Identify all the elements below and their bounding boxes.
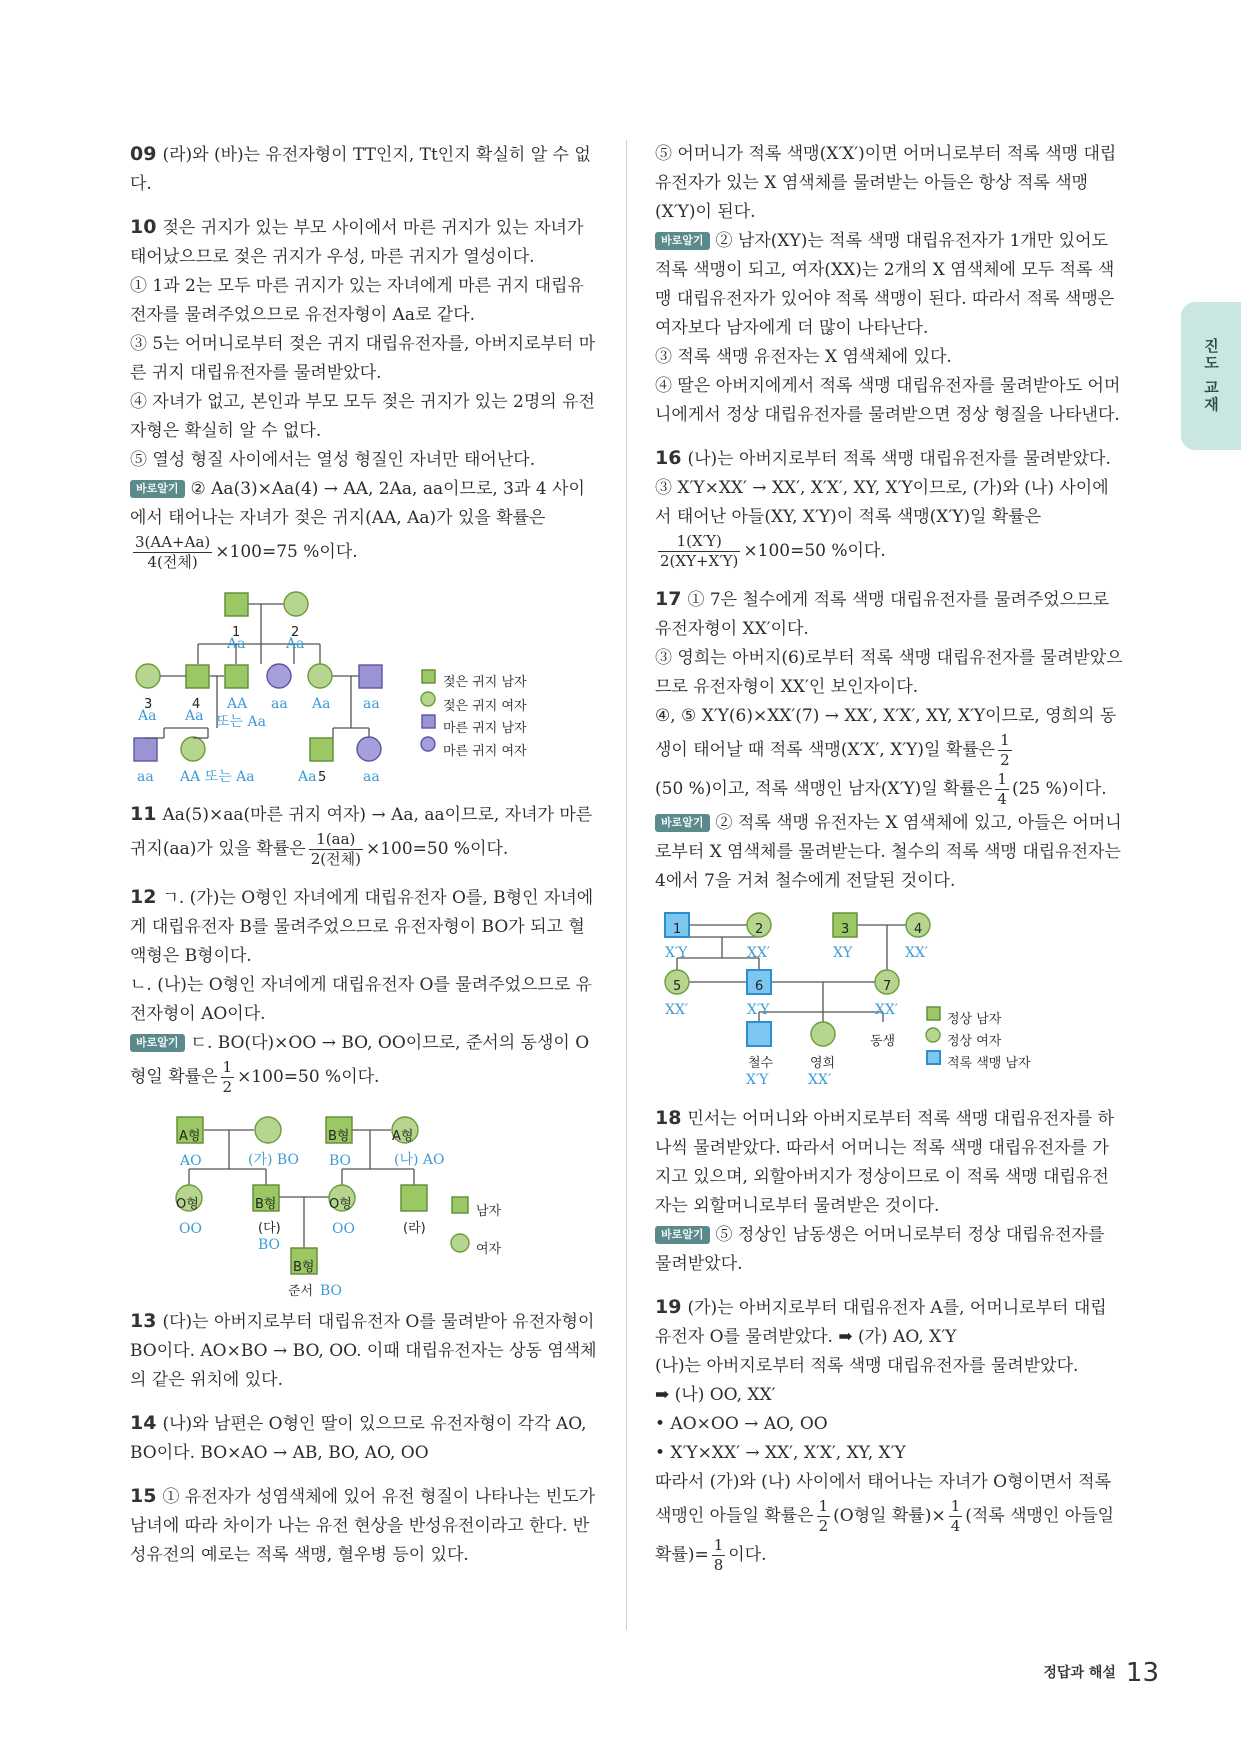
pedigree-male-wet <box>225 593 248 616</box>
baro-text: ② Aa(3)×Aa(4) → AA, 2Aa, aa이므로, 3과 4 사이에서 태어나는 자녀가 젖은 귀지(AA, Aa)가 있을 확률은 <box>130 479 585 528</box>
pedigree-male-dry <box>359 665 382 688</box>
legend-label: 남자 <box>476 1204 502 1219</box>
fraction <box>712 1536 726 1575</box>
answer-number: 19 <box>655 1296 682 1318</box>
fraction <box>221 1058 235 1097</box>
pedigree-male-wet <box>225 665 248 688</box>
pedigree-genotype: (나) AO <box>394 1152 445 1168</box>
pedigree-num: 5 <box>673 979 682 994</box>
pedigree-num: 5 <box>318 770 327 785</box>
pedigree-label: (다) <box>258 1221 281 1236</box>
answer-text: 젖은 귀지가 있는 부모 사이에서 마른 귀지가 있는 자녀가 태어났으므로 젖은 귀지가 우성, 마른 귀지가 열성이다. <box>130 218 584 267</box>
fraction-tail: 이다. <box>728 1545 767 1565</box>
fraction <box>998 731 1012 770</box>
baro-badge: 바로알기 <box>655 1226 710 1244</box>
answer-16 <box>655 444 1123 571</box>
pedigree-genotype: Aa <box>185 708 204 724</box>
pedigree-genotype: AA <box>227 696 248 712</box>
pedigree-blood-type <box>130 1111 600 1299</box>
legend-label: 마른 귀지 여자 <box>443 744 527 759</box>
fraction-tail: ×100=50 %이다. <box>237 1067 380 1087</box>
pedigree-earwax-lines <box>130 586 600 786</box>
answer-text: ① 유전자가 성염색체에 있어 유전 형질이 나타나는 빈도가 남녀에 따라 차이가 나는 유전 현상을 반성유전이라고 한다. 반성유전의 예로는 적록 색맹, 혈우병 등이 있다. <box>130 1487 595 1565</box>
answer-text: (50 %)이고, 적록 색맹인 남자(X′Y)일 확률은 <box>655 779 993 799</box>
answer-number: 13 <box>130 1310 157 1332</box>
denominator: 4 <box>997 790 1007 808</box>
pedigree-genotype: Aa <box>312 696 331 712</box>
pedigree-genotype: Aa <box>138 708 157 724</box>
answer-line: 따라서 (가)와 (나) 사이에서 태어나는 자녀가 O형이면서 적록 색맹인 아들일 확률은 <box>655 1472 1111 1526</box>
answer-text: Aa(5)×aa(마른 귀지 여자) → Aa, aa이므로, 자녀가 마른 귀지(aa)가 있을 확률은 <box>130 805 593 859</box>
pedigree-label: 동생 <box>870 1034 896 1049</box>
denominator: 2 <box>1000 751 1010 769</box>
answer-line: ④ 자녀가 없고, 본인과 부모 모두 젖은 귀지가 있는 2명의 유전자형은 확실히 알 수 없다. <box>130 392 595 441</box>
answer-line: ① 1과 2는 모두 마른 귀지가 있는 자녀에게 마른 귀지 대립유전자를 물려주었으므로 유전자형이 Aa로 같다. <box>130 276 584 325</box>
legend-swatch-dry-female <box>421 737 435 751</box>
denominator: 2(전체) <box>310 850 361 868</box>
column-divider <box>626 140 627 1630</box>
legend-label: 적록 색맹 남자 <box>947 1056 1031 1071</box>
legend-label: 여자 <box>476 1242 502 1257</box>
answer-text: (적록 색맹인 아들일 <box>965 1506 1115 1526</box>
pedigree-type: B형 <box>255 1197 277 1212</box>
pedigree-genotype: BO <box>329 1153 352 1169</box>
answer-line: ④ 딸은 아버지에게서 적록 색맹 대립유전자를 물려받아도 어머니에게서 정상 대립유전자를 물려받으면 정상 형질을 나타낸다. <box>655 376 1121 425</box>
fraction <box>817 1497 831 1536</box>
pedigree-num: 4 <box>914 922 923 937</box>
baro-text: ⑤ 정상인 남동생은 어머니로부터 정상 대립유전자를 물려받았다. <box>655 1225 1105 1274</box>
pedigree-num: 1 <box>673 922 682 937</box>
legend-label: 젖은 귀지 여자 <box>443 699 527 714</box>
pedigree-genotype: XX′ <box>808 1072 832 1088</box>
answer-number: 10 <box>130 216 157 238</box>
numerator: 1 <box>950 1497 961 1515</box>
numerator: 1 <box>1000 731 1010 749</box>
answer-line: ㄴ. (나)는 O형인 자녀에게 대립유전자 O를 물려주었으므로 유전자형이 AO이다. <box>130 975 593 1024</box>
fraction <box>995 770 1009 809</box>
footer-title: 정답과 해설 <box>1043 1665 1116 1681</box>
denominator: 2 <box>818 1517 829 1535</box>
side-tab[interactable] <box>1181 302 1241 450</box>
page-number: 13 <box>1125 1658 1159 1688</box>
answer-text: (O형일 확률)× <box>833 1506 946 1526</box>
answer-18 <box>655 1104 1123 1279</box>
answer-text: 민서는 어머니와 아버지로부터 적록 색맹 대립유전자를 하나씩 물려받았다. 따라서 어머니는 적록 색맹 대립유전자를 가지고 있으며, 외할아버지가 정상이므로 이 적록 색맹 대립유전자는 외할머니로부터 물려받은 것이다. <box>655 1109 1115 1216</box>
pedigree-colorblind-male <box>747 1022 771 1046</box>
pedigree-female-wet <box>308 664 332 688</box>
pedigree-type: B형 <box>328 1129 350 1144</box>
fraction-tail: ×100=50 %이다. <box>743 541 886 561</box>
pedigree-female-wet <box>181 737 205 761</box>
pedigree-genotype: OO <box>332 1221 355 1237</box>
pedigree-num: 7 <box>883 979 892 994</box>
pedigree-female-wet <box>136 664 160 688</box>
fraction <box>133 533 212 572</box>
answer-number: 18 <box>655 1107 682 1129</box>
answer-line: ④, ⑤ X′Y(6)×XX′(7) → XX′, X′X′, XY, X′Y이므로, 영희의 동생이 태어날 때 적록 색맹(X′X′, X′Y)일 확률은 <box>655 706 1117 760</box>
pedigree-female-dry <box>357 737 381 761</box>
denominator: 4 <box>950 1517 961 1535</box>
numerator: 1 <box>222 1058 233 1076</box>
pedigree-earwax <box>130 586 600 786</box>
pedigree-genotype: XX′ <box>905 945 929 961</box>
answer-line: (나)는 아버지로부터 적록 색맹 대립유전자를 물려받았다. <box>655 1356 1079 1376</box>
answer-text: (라)와 (바)는 유전자형이 TT인지, Tt인지 확실히 알 수 없다. <box>130 145 591 194</box>
pedigree-genotype: XY <box>833 945 853 961</box>
pedigree-genotype: aa <box>363 769 380 785</box>
baro-badge: 바로알기 <box>130 480 185 498</box>
legend-swatch-female <box>451 1234 469 1252</box>
answer-line: ⑤ 어머니가 적록 색맹(X′X′)이면 어머니로부터 적록 색맹 대립유전자가 있는 X 염색체를 물려받는 아들은 항상 적록 색맹(X′Y)이 된다. <box>655 144 1117 222</box>
answer-line: ③ 5는 어머니로부터 젖은 귀지 대립유전자를, 아버지로부터 마른 귀지 대립유전자를 물려받았다. <box>130 334 596 383</box>
answer-15-continued <box>655 140 1123 430</box>
numerator: 1 <box>713 1536 724 1554</box>
pedigree-type: A형 <box>392 1129 414 1144</box>
denominator: 4(전체) <box>147 553 198 571</box>
pedigree-genotype: X′Y <box>747 1002 770 1018</box>
pedigree-genotype: XX′ <box>875 1002 899 1018</box>
pedigree-type: A형 <box>179 1129 201 1144</box>
pedigree-label: 준서 <box>288 1284 314 1299</box>
pedigree-num: 4 <box>192 697 201 712</box>
fraction <box>658 532 740 571</box>
denominator: 2 <box>222 1078 233 1096</box>
pedigree-genotype: BO <box>320 1283 343 1299</box>
pedigree-genotype: BO <box>258 1237 281 1253</box>
answer-13 <box>130 1307 600 1395</box>
baro-badge: 바로알기 <box>655 814 710 832</box>
answer-line: ➡ (나) OO, XX′ <box>655 1385 776 1405</box>
baro-text: ② 적록 색맹 유전자는 X 염색체에 있고, 아들은 어머니로부터 X 염색체를 물려받는다. 철수의 적록 색맹 대립유전자는 4에서 7을 거쳐 철수에게 전달된 것이다. <box>655 813 1122 891</box>
answer-line: • X′Y×XX′ → XX′, X′X′, XY, X′Y <box>655 1443 906 1463</box>
pedigree-blood-lines <box>130 1111 600 1281</box>
pedigree-genotype: X′Y <box>746 1072 769 1088</box>
answer-number: 11 <box>130 803 157 825</box>
answer-text: 확률)= <box>655 1545 709 1565</box>
answer-number: 16 <box>655 447 682 469</box>
legend-swatch-colorblind-male <box>927 1051 940 1064</box>
legend-label: 젖은 귀지 남자 <box>443 675 527 690</box>
fraction <box>309 830 363 869</box>
answer-11 <box>130 800 600 869</box>
numerator: 3(AA+Aa) <box>135 533 211 551</box>
baro-text: ② 남자(XY)는 적록 색맹 대립유전자가 1개만 있어도 적록 색맹이 되고, 여자(XX)는 2개의 X 염색체에 모두 적록 색맹 대립유전자가 있어야 적록 색맹이 된다. 따라서 적록 색맹은 여자보다 남자에게 더 많이 나타난다. <box>655 231 1115 338</box>
answer-17 <box>655 585 1123 1090</box>
pedigree-genotype: AA 또는 Aa <box>180 769 255 785</box>
fraction-tail: ×100=75 %이다. <box>215 542 358 562</box>
legend-label: 정상 남자 <box>947 1012 1002 1027</box>
pedigree-num: 1 <box>232 625 241 640</box>
answer-text: ㄱ. (가)는 O형인 자녀에게 대립유전자 O를, B형인 자녀에게 대립유전자 B를 물려주었으므로 유전자형이 BO가 되고 혈액형은 B형이다. <box>130 888 594 966</box>
pedigree-male-wet <box>310 738 333 761</box>
answer-12 <box>130 883 600 1299</box>
legend-swatch-normal-female <box>926 1028 940 1042</box>
pedigree-num: 3 <box>144 697 153 712</box>
pedigree-num: 2 <box>755 922 764 937</box>
pedigree-genotype: AO <box>180 1153 202 1169</box>
numerator: 1(aa) <box>309 830 363 850</box>
pedigree-label: (라) <box>403 1221 426 1236</box>
answer-15 <box>130 1482 600 1570</box>
right-column <box>655 140 1123 1589</box>
pedigree-num: 2 <box>291 625 300 640</box>
answer-14 <box>130 1409 600 1468</box>
fraction-tail: ×100=50 %이다. <box>365 839 509 859</box>
pedigree-num: 3 <box>841 922 850 937</box>
answer-09 <box>130 140 600 199</box>
answer-number: 15 <box>130 1485 157 1507</box>
baro-badge: 바로알기 <box>655 232 710 250</box>
baro-badge: 바로알기 <box>130 1034 185 1052</box>
legend-swatch-normal-male <box>927 1007 940 1020</box>
answer-line: • AO×OO → AO, OO <box>655 1414 828 1434</box>
numerator: 1 <box>818 1497 829 1515</box>
pedigree-genotype: Aa <box>298 769 317 785</box>
answer-number: 12 <box>130 886 157 908</box>
pedigree-genotype: Aa <box>227 636 246 652</box>
fraction-tail: (25 %)이다. <box>1011 779 1107 799</box>
pedigree-genotype: aa <box>363 696 380 712</box>
answer-19 <box>655 1293 1123 1575</box>
pedigree-genotype: XX′ <box>665 1002 689 1018</box>
pedigree-genotype: XX′ <box>747 945 771 961</box>
answer-text: (다)는 아버지로부터 대립유전자 O를 물려받아 유전자형이 BO이다. AO×BO → BO, OO. 이때 대립유전자는 상동 염색체의 같은 위치에 있다. <box>130 1312 597 1390</box>
pedigree-male-dry <box>134 738 157 761</box>
legend-swatch-dry-male <box>422 715 435 728</box>
denominator: 2(XY+X′Y) <box>660 552 739 570</box>
pedigree-genotype: (가) BO <box>248 1152 299 1168</box>
pedigree-genotype: X′Y <box>665 945 688 961</box>
pedigree-genotype: aa <box>137 769 154 785</box>
side-tab-label: 진도 교재 <box>1202 338 1220 414</box>
answer-line: ⑤ 열성 형질 사이에서는 열성 형질인 자녀만 태어난다. <box>130 450 536 470</box>
answer-line: ③ 영희는 아버지(6)로부터 적록 색맹 대립유전자를 물려받았으므로 유전자형이 XX′인 보인자이다. <box>655 648 1123 697</box>
pedigree-num: 6 <box>755 979 764 994</box>
answer-text: (나)와 남편은 O형인 딸이 있으므로 유전자형이 각각 AO, BO이다. BO×AO → AB, BO, AO, OO <box>130 1414 587 1463</box>
legend-label: 마른 귀지 남자 <box>443 721 527 736</box>
page-footer <box>1043 1658 1159 1688</box>
pedigree-normal-female <box>811 1022 835 1046</box>
pedigree-genotype: 또는 Aa <box>216 714 266 730</box>
answer-text: (가)는 아버지로부터 대립유전자 A를, 어머니로부터 대립유전자 O를 물려받았다. ➡ (가) AO, X′Y <box>655 1298 1107 1347</box>
answer-number: 17 <box>655 588 682 610</box>
pedigree-female-dry <box>267 664 291 688</box>
legend-swatch-wet-female <box>421 692 435 706</box>
numerator: 1(X′Y) <box>658 532 740 552</box>
pedigree-male <box>401 1185 427 1211</box>
answer-line: ③ 적록 색맹 유전자는 X 염색체에 있다. <box>655 347 952 367</box>
fraction <box>949 1497 963 1536</box>
pedigree-genotype: aa <box>271 696 288 712</box>
pedigree-type: O형 <box>329 1197 352 1212</box>
pedigree-male-wet <box>186 665 209 688</box>
legend-swatch-male <box>452 1197 468 1213</box>
pedigree-female <box>255 1117 281 1143</box>
answer-text: ① 7은 철수에게 적록 색맹 대립유전자를 물려주었으므로 유전자형이 XX′이다. <box>655 590 1109 639</box>
pedigree-type: B형 <box>293 1260 315 1275</box>
denominator: 8 <box>713 1556 724 1574</box>
pedigree-genotype: Aa <box>286 636 305 652</box>
pedigree-female-wet <box>284 592 308 616</box>
legend-swatch-wet-male <box>422 670 435 683</box>
pedigree-label: 영희 <box>810 1056 836 1071</box>
pedigree-colorblind <box>655 910 1123 1090</box>
numerator: 1 <box>997 770 1007 788</box>
baro-text: ㄷ. BO(다)×OO → BO, OO이므로, 준서의 동생이 O형일 확률은 <box>130 1033 590 1087</box>
answer-10 <box>130 213 600 786</box>
pedigree-type: O형 <box>176 1197 199 1212</box>
answer-text: (나)는 아버지로부터 적록 색맹 대립유전자를 물려받았다. ③ X′Y×XX′ → XX′, X′X′, XY, X′Y이므로, (가)와 (나) 사이에서 태어난 아들(XY, X′Y)이 적록 색맹(X′Y)일 확률은 <box>655 449 1111 527</box>
answer-number: 14 <box>130 1412 157 1434</box>
pedigree-label: 철수 <box>748 1056 774 1071</box>
pedigree-genotype: OO <box>179 1221 202 1237</box>
legend-label: 정상 여자 <box>947 1034 1002 1049</box>
left-column <box>130 140 600 1584</box>
answer-number: 09 <box>130 143 157 165</box>
